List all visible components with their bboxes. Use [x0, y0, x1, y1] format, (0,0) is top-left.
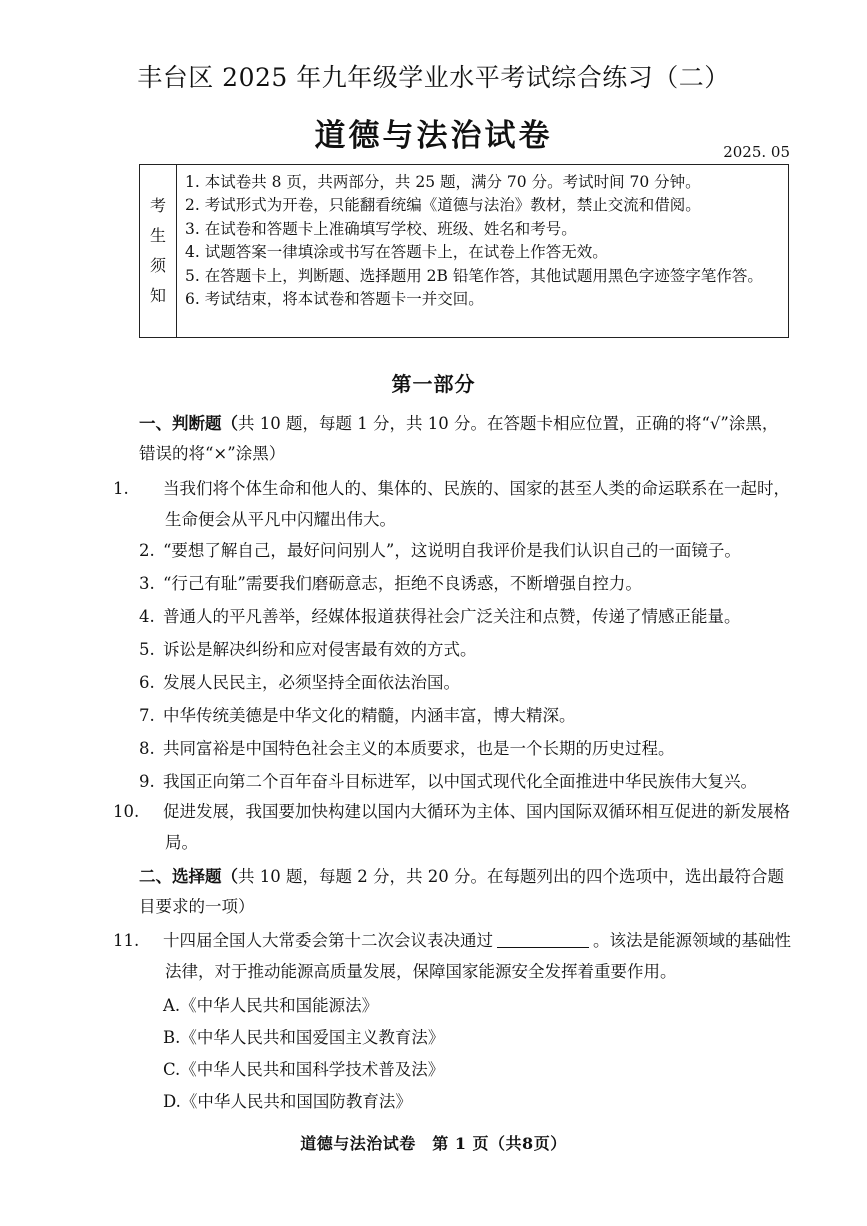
question-text: 十四届全国人大常委会第十二次会议表决通过	[163, 931, 493, 950]
notice-label	[140, 165, 177, 337]
judge-question	[139, 535, 792, 566]
judge-question	[139, 766, 792, 797]
section-suffix: ）	[238, 897, 255, 916]
question-number: 2.	[139, 541, 155, 560]
exam-subject-title: 道德与法治试卷	[314, 118, 553, 154]
question-number: 9.	[139, 772, 155, 791]
question-text: 诉讼是解决纠纷和应对侵害最有效的方式。	[163, 640, 477, 659]
notice-item: 3. 在试卷和答题卡上准确填写学校、班级、姓名和考号。	[185, 219, 577, 238]
question-text: 中华传统美德是中华文化的精髓，内涵丰富，博大精深。	[163, 706, 576, 725]
notice-label-char: 生	[149, 226, 166, 245]
notice-label-char: 知	[149, 286, 166, 305]
section-choice-heading	[139, 862, 791, 922]
question-text: “行己有耻”需要我们磨砺意志，拒绝不良诱惑，不断增强自控力。	[163, 574, 642, 593]
notice-item: 5. 在答题卡上，判断题、选择题用 2B 铅笔作答，其他试题用黑色字迹签字笔作答。	[185, 266, 763, 285]
notice-item: 6. 考试结束，将本试卷和答题卡一并交回。	[185, 290, 484, 309]
question-number: 7.	[139, 706, 155, 725]
judge-question	[139, 700, 792, 731]
notice-item: 4. 试题答案一律填涂或书写在答题卡上，在试卷上作答无效。	[185, 243, 608, 262]
question-text: “要想了解自己，最好问问别人”，这说明自我评价是我们认识自己的一面镜子。	[163, 541, 741, 560]
question-text: 促进发展，我国要加快构建以国内大循环为主体、国内国际双循环相互促进的新发展格局。	[163, 802, 790, 852]
exam-title: 丰台区 2025 年九年级学业水平考试综合练习（二）	[137, 63, 730, 92]
question-number: 3.	[139, 574, 155, 593]
judge-question	[113, 473, 792, 535]
section-prefix: 二、选择题（	[139, 867, 238, 886]
section-instructions: 共 10 题，每题 2 分，共 20 分。在每题列出的四个选项中，选出最符合题目要求的一项	[139, 867, 784, 916]
answer-blank	[497, 931, 589, 948]
candidate-notice-box	[139, 164, 789, 338]
question-text: 当我们将个体生命和他人的、集体的、民族的、国家的甚至人类的命运联系在一起时，生命便会从平凡中闪耀出伟大。	[163, 479, 790, 529]
question-number: 4.	[139, 607, 155, 626]
notice-item: 2. 考试形式为开卷，只能翻看统编《道德与法治》教材，禁止交流和借阅。	[185, 196, 701, 215]
notice-label-char: 须	[149, 256, 166, 275]
choice-question	[113, 925, 792, 987]
question-text: 发展人民民主，必须坚持全面依法治国。	[163, 673, 460, 692]
choice-option-d: D.《中华人民共和国国防教育法》	[163, 1092, 412, 1111]
choice-option-a: A.《中华人民共和国能源法》	[163, 996, 379, 1015]
exam-date: 2025. 05	[723, 143, 790, 161]
judge-question	[139, 601, 792, 632]
judge-question	[113, 796, 792, 858]
question-text: 共同富裕是中国特色社会主义的本质要求，也是一个长期的历史过程。	[163, 739, 675, 758]
section-judge-heading	[139, 409, 791, 469]
question-number: 1.	[113, 479, 129, 498]
page-footer: 道德与法治试卷 第 1 页（共8页）	[300, 1134, 567, 1153]
section-suffix: ）	[268, 444, 286, 463]
part-heading: 第一部分	[391, 372, 476, 396]
judge-question	[139, 634, 792, 665]
choice-option-c: C.《中华人民共和国科学技术普及法》	[163, 1060, 445, 1079]
question-number: 6.	[139, 673, 155, 692]
choice-option-b: B.《中华人民共和国爱国主义教育法》	[163, 1028, 445, 1047]
question-text: 我国正向第二个百年奋斗目标进军，以中国式现代化全面推进中华民族伟大复兴。	[163, 772, 757, 791]
judge-question	[139, 667, 792, 698]
notice-items	[177, 165, 788, 337]
question-number: 5.	[139, 640, 155, 659]
section-prefix: 一、判断题（	[139, 414, 238, 433]
section-instructions: 共 10 题，每题 1 分，共 10 分。在答题卡相应位置，正确的将“√”涂黑，错误的将“×”涂黑	[139, 414, 779, 463]
judge-question	[139, 733, 792, 764]
notice-item: 1. 本试卷共 8 页，共两部分，共 25 题，满分 70 分。考试时间 70 分钟。	[185, 173, 701, 191]
question-text: 普通人的平凡善举，经媒体报道获得社会广泛关注和点赞，传递了情感正能量。	[163, 607, 741, 626]
notice-label-char: 考	[149, 196, 166, 215]
question-text: 。该法是能源领域的基础性法律，对于推动能源高质量发展，保障国家能源安全发挥着重要作用。	[165, 931, 791, 981]
question-number: 10.	[113, 802, 140, 821]
judge-question	[139, 568, 792, 599]
question-number: 8.	[139, 739, 155, 758]
question-number: 11.	[113, 931, 140, 950]
